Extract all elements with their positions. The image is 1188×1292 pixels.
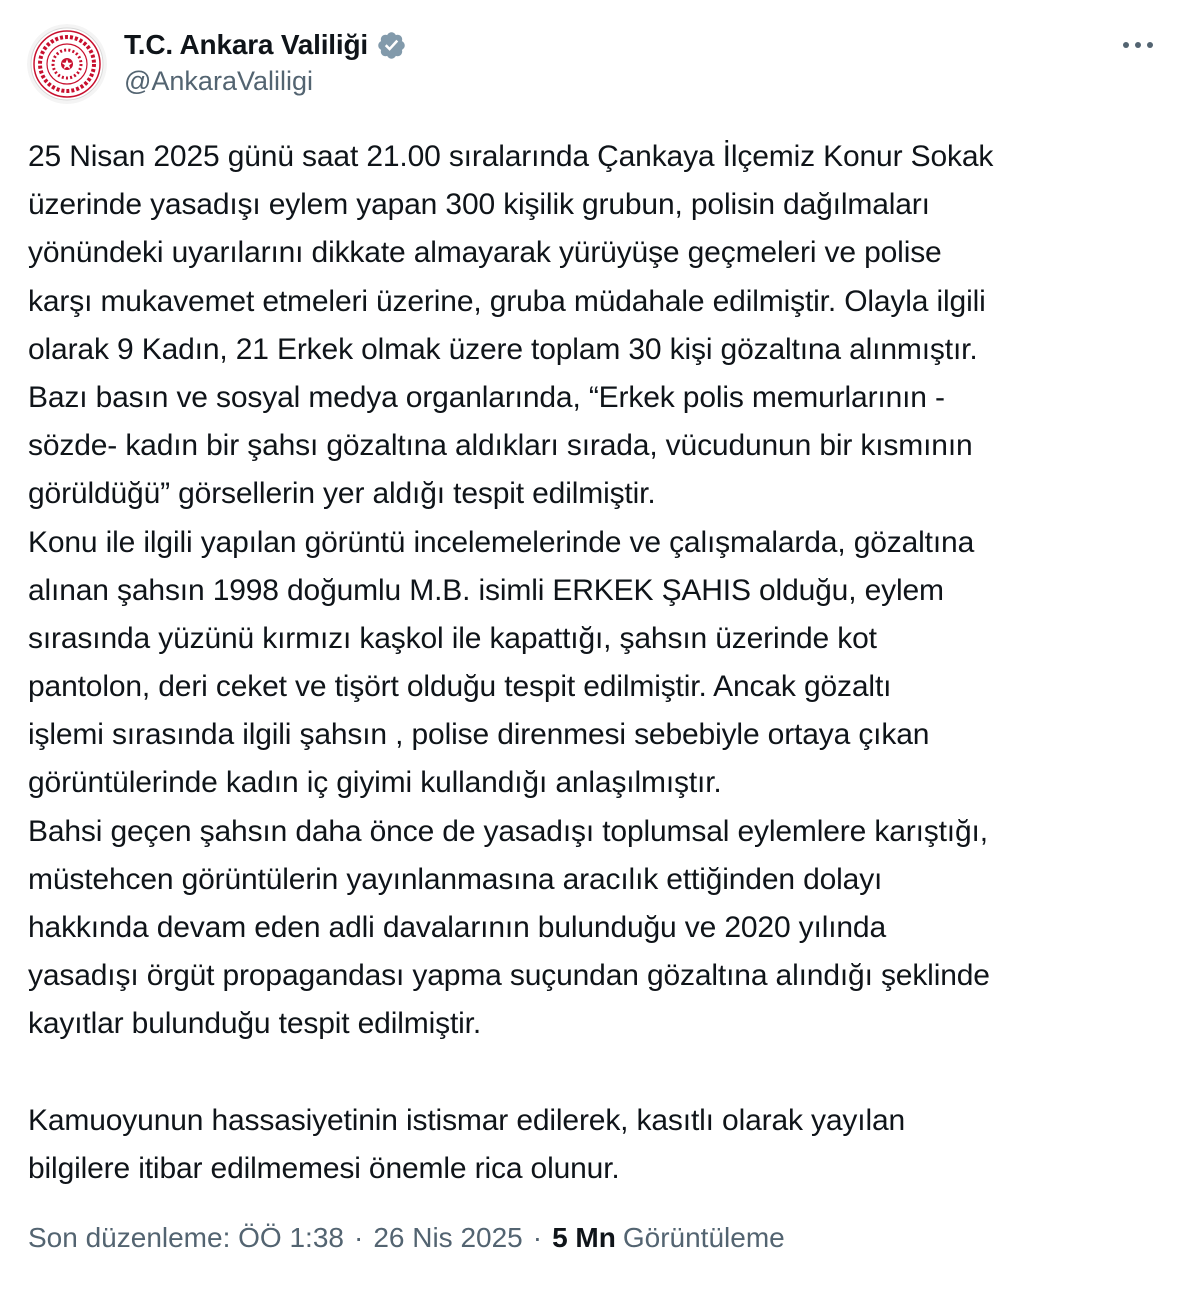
tweet-meta xyxy=(28,1222,785,1254)
views-count: 5 Mn xyxy=(552,1222,616,1253)
text-line: sırasında yüzünü kırmızı kaşkol ile kapattığı, şahsın üzerinde kot xyxy=(28,621,877,655)
author-avatar[interactable] xyxy=(27,24,107,104)
paragraph-spacer xyxy=(28,1049,1168,1097)
meta-separator: · xyxy=(532,1222,543,1253)
tweet-date[interactable]: 26 Nis 2025 xyxy=(373,1222,523,1253)
views-label: Görüntüleme xyxy=(622,1222,785,1253)
author-display-name[interactable]: T.C. Ankara Valiliği xyxy=(124,29,368,60)
edited-timestamp[interactable]: Son düzenleme: ÖÖ 1:38 xyxy=(28,1222,344,1253)
text-line: Bahsi geçen şahsın daha önce de yasadışı toplumsal eylemlere karıştığı, xyxy=(28,814,988,848)
text-line: olarak 9 Kadın, 21 Erkek olmak üzere toplam 30 kişi gözaltına alınmıştır. xyxy=(28,332,978,366)
text-line: kayıtlar bulunduğu tespit edilmiştir. xyxy=(28,1007,482,1041)
text-line: Kamuoyunun hassasiyetinin istismar edilerek, kasıtlı olarak yayılan xyxy=(28,1103,906,1137)
text-line: yasadışı örgüt propagandası yapma suçundan gözaltına alındığı şeklinde xyxy=(28,959,990,993)
text-line: karşı mukavemet etmeleri üzerine, gruba müdahale edilmiştir. Olayla ilgili xyxy=(28,284,986,318)
text-line: bilgilere itibar edilmemesi önemle rica olunur. xyxy=(28,1151,620,1185)
text-line: müstehcen görüntülerin yayınlanmasına aracılık ettiğinden dolayı xyxy=(28,862,883,896)
text-line: Bazı basın ve sosyal medya organlarında, “Erkek polis memurlarının - xyxy=(28,380,945,414)
text-line: 25 Nisan 2025 günü saat 21.00 sıralarında Çankaya İlçemiz Konur Sokak xyxy=(28,140,994,173)
text-line: sözde- kadın bir şahsı gözaltına aldıkları sırada, vücudunun bir kısmının xyxy=(28,429,973,463)
more-horizontal-icon xyxy=(1122,41,1154,49)
text-line: yönündeki uyarılarını dikkate almayarak yürüyüşe geçmeleri ve polise xyxy=(28,236,942,270)
meta-separator: · xyxy=(353,1222,364,1253)
tweet-text xyxy=(28,133,1168,1193)
text-line: görüldüğü” görsellerin yer aldığı tespit edilmiştir. xyxy=(28,477,656,511)
ankara-governorship-seal-icon xyxy=(27,24,107,104)
author-name-row xyxy=(124,26,407,64)
author-handle[interactable]: @AnkaraValiligi xyxy=(124,66,313,96)
text-line: hakkında devam eden adli davalarının bulunduğu ve 2020 yılında xyxy=(28,911,887,944)
text-line: alınan şahsın 1998 doğumlu M.B. isimli ERKEK ŞAHIS olduğu, eylem xyxy=(28,573,944,607)
author-info xyxy=(124,26,407,97)
text-line: Konu ile ilgili yapılan görüntü incelemelerinde ve çalışmalarda, gözaltına xyxy=(28,525,975,559)
text-line: üzerinde yasadışı eylem yapan 300 kişilik grubun, polisin dağılmaları xyxy=(28,188,930,222)
more-options-button[interactable] xyxy=(1118,30,1158,60)
text-line: görüntülerinde kadın iç giyimi kullandığı anlaşılmıştır. xyxy=(28,766,722,800)
text-line: işlemi sırasında ilgili şahsın , polise direnmesi sebebiyle ortaya çıkan xyxy=(28,718,930,752)
verified-badge-icon[interactable] xyxy=(376,30,407,61)
text-line: pantolon, deri ceket ve tişört olduğu tespit edilmiştir. Ancak gözaltı xyxy=(28,670,892,704)
